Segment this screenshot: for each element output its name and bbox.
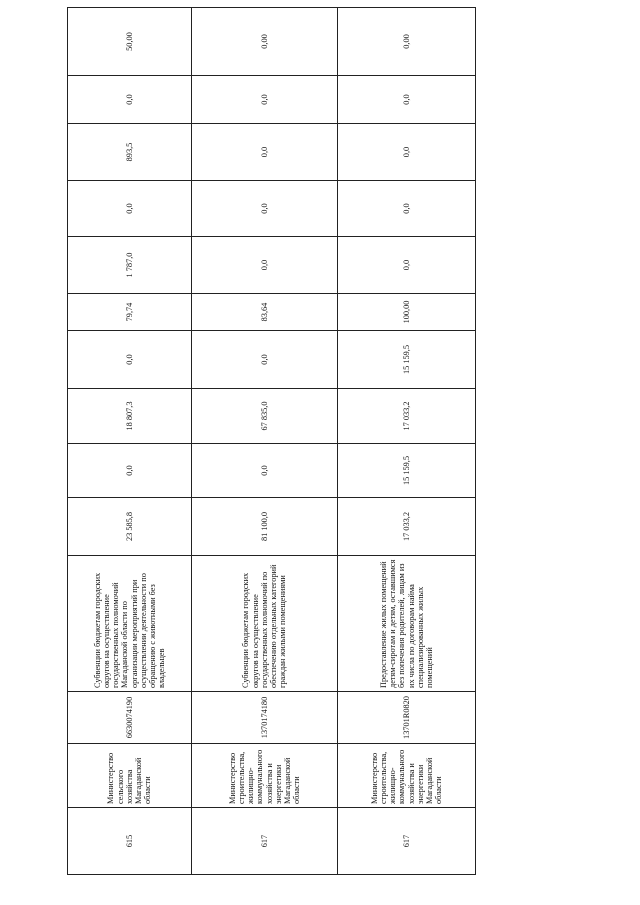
cell-ministry: Министерство сельского хозяйства Магаданской области <box>68 744 192 808</box>
cell-value: 0,0 <box>192 331 338 389</box>
cell-value: 0,0 <box>338 237 476 294</box>
cell-code: 617 <box>192 808 338 875</box>
cell-value: 0,0 <box>192 237 338 294</box>
cell-value: 0,0 <box>338 76 476 124</box>
cell-value: 83,64 <box>192 294 338 331</box>
cell-description: Предоставление жилых помещений детям-сиротам и детям, оставшимся без попечения родителей, лицам из их числа по договорам найма специализированных жилых помещений <box>338 556 476 692</box>
cell-value: 0,0 <box>68 181 192 237</box>
table-row <box>68 8 192 875</box>
cell-value: 23 585,8 <box>68 498 192 556</box>
cell-value: 100,00 <box>338 294 476 331</box>
cell-value: 0,0 <box>338 181 476 237</box>
cell-value: 893,5 <box>68 124 192 181</box>
cell-value: 67 835,0 <box>192 389 338 444</box>
cell-value: 17 033,2 <box>338 389 476 444</box>
cell-value: 1 787,0 <box>68 237 192 294</box>
cell-value: 17 033,2 <box>338 498 476 556</box>
cell-value: 0,0 <box>68 76 192 124</box>
subsidy-table <box>67 7 476 875</box>
cell-value: 81 100,0 <box>192 498 338 556</box>
cell-target-code: 13701R0820 <box>338 692 476 744</box>
cell-value: 18 807,3 <box>68 389 192 444</box>
cell-value: 0,00 <box>192 8 338 76</box>
cell-value: 0,00 <box>338 8 476 76</box>
cell-value: 15 159,5 <box>338 331 476 389</box>
cell-code: 617 <box>338 808 476 875</box>
cell-value: 0,0 <box>192 181 338 237</box>
cell-value: 0,0 <box>68 331 192 389</box>
cell-code: 615 <box>68 808 192 875</box>
table-row <box>192 8 338 875</box>
cell-ministry: Министерство строительства, жилищно-коммунального хозяйства и энергетики Магаданской области <box>338 744 476 808</box>
cell-value: 79,74 <box>68 294 192 331</box>
cell-target-code: 6630074190 <box>68 692 192 744</box>
cell-description: Субвенции бюджетам городских округов на осуществление государственных полномочий Магаданской области по организации мероприятий при осуществлении деятельности по обращению с животными без владельцев <box>68 556 192 692</box>
cell-value: 0,0 <box>192 124 338 181</box>
cell-value: 50,00 <box>68 8 192 76</box>
cell-ministry: Министерство строительства, жилищно-коммунального хозяйства и энергетики Магаданской области <box>192 744 338 808</box>
cell-value: 0,0 <box>68 444 192 498</box>
table-row <box>338 8 476 875</box>
cell-value: 0,0 <box>192 444 338 498</box>
cell-description: Субвенции бюджетам городских округов на осуществление государственных полномочий по обеспечению отдельных категорий граждан жилыми помещениями <box>192 556 338 692</box>
cell-value: 0,0 <box>338 124 476 181</box>
cell-value: 0,0 <box>192 76 338 124</box>
cell-target-code: 1370174180 <box>192 692 338 744</box>
cell-value: 15 159,5 <box>338 444 476 498</box>
rotated-table-wrapper <box>67 32 475 875</box>
